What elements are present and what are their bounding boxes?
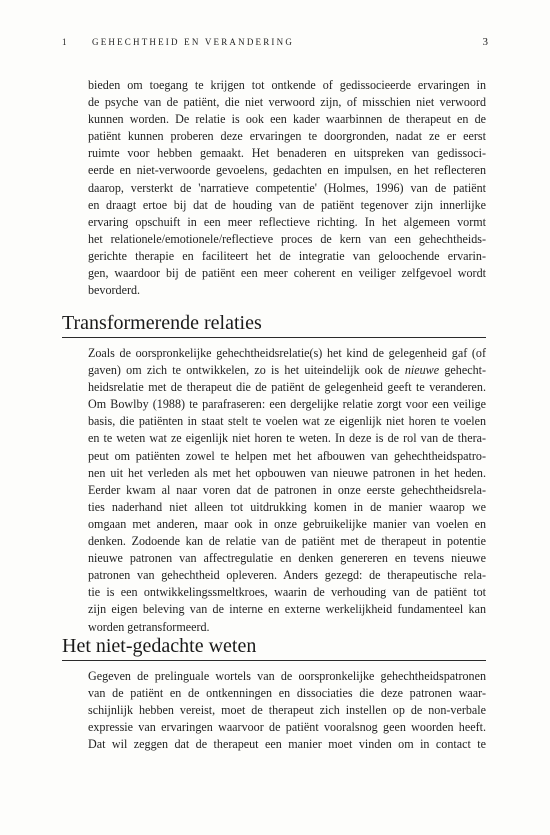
text-line: zijn eigen beleving van de interne en externe werkelijkheid fundamenteel kan	[88, 602, 486, 617]
section-heading-het-niet-gedachte-weten: Het niet-gedachte weten	[62, 635, 257, 657]
text-line: daarop, versterkt de 'narratieve competentie' (Holmes, 1996) van de patiënt	[88, 180, 486, 195]
emphasis-text: nieuwe	[404, 363, 440, 378]
text-line: van de patiënt en de ontkenningen en dissociaties die deze patronen waar-	[88, 686, 486, 701]
paragraph-het-niet-gedachte-weten	[88, 668, 486, 753]
text-line: Om Bowlby (1988) te parafraseren: een dergelijke relatie zorgt voor een veilige	[88, 397, 486, 412]
text-line: schijnlijk hebben vereist, moet de therapeut zich instellen op de non-verbale	[88, 703, 486, 718]
text-line: bieden om toegang te krijgen tot ontkende of gedissocieerde ervaringen in	[88, 78, 486, 92]
text-line: bevorderd.	[88, 283, 141, 298]
paragraph-intro	[88, 77, 486, 299]
chapter-title: GEHECHTHEID EN VERANDERING	[92, 37, 295, 47]
text-line: en draagt ertoe bij dat de houding van de patiënt tegenover zijn innerlijke	[88, 197, 486, 212]
page-number: 3	[482, 36, 488, 48]
text-line: heidsrelatie met de therapeut die de patiënt de gelegenheid geeft te veranderen.	[88, 380, 486, 395]
text-line: ruimte voor hebben gemaakt. Het benaderen en uitspreken van gedissoci-	[88, 146, 486, 161]
text-line: denken. Zodoende kan de relatie van de patiënt met de therapeut in potentie	[88, 534, 486, 549]
running-head	[62, 36, 488, 50]
text-line: nen uit het verleden als met het opbouwen van nieuwe patronen in het heden.	[88, 465, 486, 480]
text-line: Eerder kwam al naar voren dat de patronen in onze eerste gehechtheidsrela-	[88, 482, 486, 497]
text-line: Gegeven de prelinguale wortels van de oorspronkelijke gehechtheidspatronen	[88, 669, 486, 683]
text-line: ervaring opschuift in een meer reflectieve richting. In het algemeen vormt	[88, 214, 486, 229]
text-line: worden getransformeerd.	[88, 619, 210, 634]
text-line: basis, die patiënten in staat stelt te voelen wat ze eigenlijk niet horen te voelen	[88, 414, 486, 429]
text-line: omgaan met anderen, maar ook in onze gebruikelijke manier van voelen en	[88, 516, 486, 531]
text-line: gaven) om zich te ontwikkelen, zo is het uiteindelijk ook de nieuwe gehecht-	[88, 363, 487, 378]
heading-rule	[62, 660, 486, 661]
paragraph-transformerende-relaties	[88, 345, 486, 636]
heading-rule	[62, 337, 486, 338]
text-line: gen, waardoor bij de patiënt een meer coherent en veiliger zelfgevoel wordt	[88, 266, 486, 281]
text-line: eerde en niet-verwoorde gevoelens, gedachten en impulsen, en het reflecteren	[88, 163, 486, 178]
text-line: nieuwe patronen van affectregulatie en denken genereren en tevens nieuwe	[88, 551, 486, 566]
text-line: en te weten wat ze eigenlijk niet horen te weten. In deze is de rol van de thera-	[88, 431, 486, 446]
text-line: peut om patiënten zowel te helpen met het afbouwen van gehechtheidspatro-	[88, 448, 486, 463]
section-heading-transformerende-relaties: Transformerende relaties	[62, 312, 262, 334]
text-line: de psyche van de patiënt, die niet verwoord zijn, of misschien niet verwoord	[88, 95, 486, 110]
text-line: patronen van gehechtheid opleveren. Anders gezegd: de therapeutische rela-	[88, 568, 486, 583]
text-line: gerichte therapie en faciliteert het de integratie van geloochende ervarin-	[88, 248, 486, 263]
text-line: patiënt kunnen proberen deze ervaringen te doorgronden, nadat ze er eerst	[88, 129, 486, 144]
chapter-number: 1	[62, 37, 69, 47]
text-line: Dat wil zeggen dat de therapeut een manier moet vinden om in contact te	[88, 737, 486, 752]
text-line: ties naderhand niet alleen tot uitdrukking komen in de manier waarop we	[88, 499, 486, 514]
text-line: kunnen worden. De relatie is ook een kader waarbinnen de therapeut en de	[88, 112, 486, 127]
text-line: expressie van ervaringen waarvoor de patiënt vooralsnog geen woorden heeft.	[88, 720, 486, 735]
text-line: Zoals de oorspronkelijke gehechtheidsrelatie(s) het kind de gelegenheid gaf (of	[88, 346, 486, 360]
text-line: het relationele/emotionele/reflectieve proces de kern van een gehechtheids-	[88, 231, 486, 246]
text-line: tie is een ontwikkelingssmeltkroes, waarin de verhouding van de patiënt tot	[88, 585, 486, 600]
